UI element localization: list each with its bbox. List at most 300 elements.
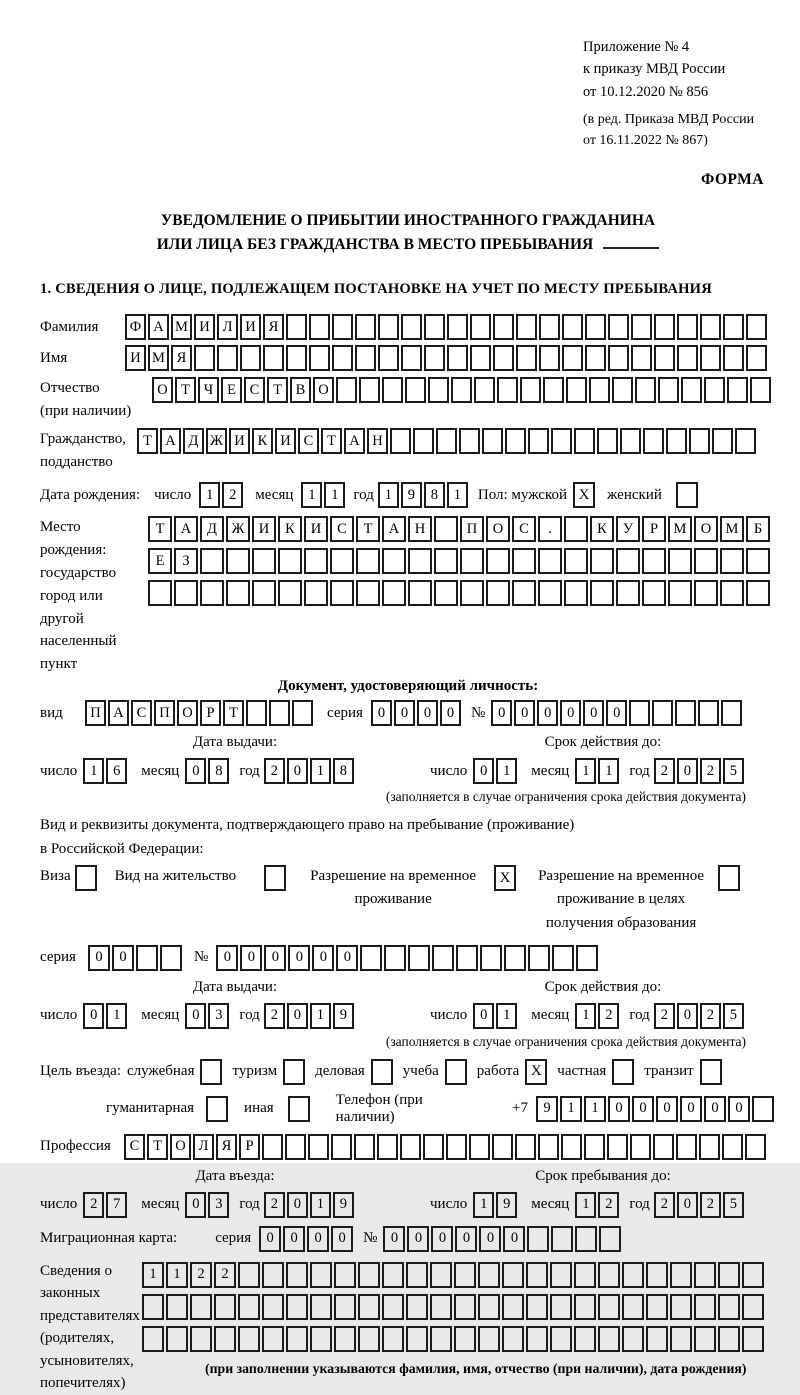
char-cell[interactable] [504,945,526,971]
purpose-official-checkbox[interactable] [200,1059,222,1085]
purpose-tourism-checkbox[interactable] [283,1059,305,1085]
char-cell[interactable] [646,1294,668,1320]
char-cell[interactable] [160,945,182,971]
char-cell[interactable] [566,377,587,403]
char-cell[interactable]: 0 [728,1096,750,1122]
char-cell[interactable] [608,314,629,340]
char-cell[interactable] [194,345,215,371]
char-cell[interactable]: П [154,700,175,726]
char-cell[interactable]: 7 [106,1192,127,1218]
char-cell[interactable] [262,1134,283,1160]
char-cell[interactable] [694,580,718,606]
char-cell[interactable]: 0 [287,1192,308,1218]
temp-residence-permit-checkbox[interactable]: X [494,865,516,891]
char-cell[interactable] [539,345,560,371]
char-cell[interactable] [590,548,614,574]
char-cell[interactable] [238,1262,260,1288]
char-cell[interactable] [214,1326,236,1352]
char-cell[interactable] [382,377,403,403]
char-cell[interactable]: 0 [336,945,358,971]
char-cell[interactable] [516,314,537,340]
char-cell[interactable]: С [298,428,319,454]
char-cell[interactable]: Р [642,516,666,542]
char-cell[interactable] [497,377,518,403]
char-cell[interactable] [704,377,725,403]
residence-permit-checkbox[interactable] [264,865,286,891]
char-cell[interactable] [599,1226,621,1252]
char-cell[interactable] [670,1262,692,1288]
char-cell[interactable] [424,314,445,340]
char-cell[interactable]: 0 [283,1226,305,1252]
char-cell[interactable]: 6 [106,758,127,784]
purpose-transit-checkbox[interactable] [700,1059,722,1085]
char-cell[interactable] [447,314,468,340]
char-cell[interactable] [585,345,606,371]
char-cell[interactable] [401,345,422,371]
char-cell[interactable] [478,1326,500,1352]
char-cell[interactable] [700,345,721,371]
char-cell[interactable] [574,428,595,454]
char-cell[interactable] [564,516,588,542]
char-cell[interactable]: 0 [417,700,438,726]
char-cell[interactable] [746,580,770,606]
char-cell[interactable] [360,945,382,971]
char-cell[interactable] [480,945,502,971]
char-cell[interactable]: 0 [216,945,238,971]
char-cell[interactable] [486,548,510,574]
char-cell[interactable]: Н [367,428,388,454]
char-cell[interactable] [308,1134,329,1160]
char-cell[interactable] [310,1294,332,1320]
char-cell[interactable] [252,580,276,606]
char-cell[interactable] [358,1326,380,1352]
char-cell[interactable] [526,1262,548,1288]
char-cell[interactable]: 8 [333,758,354,784]
char-cell[interactable]: А [382,516,406,542]
char-cell[interactable] [502,1262,524,1288]
char-cell[interactable]: 0 [407,1226,429,1252]
char-cell[interactable] [174,580,198,606]
char-cell[interactable]: Л [217,314,238,340]
char-cell[interactable]: Т [356,516,380,542]
char-cell[interactable] [677,314,698,340]
char-cell[interactable]: С [131,700,152,726]
char-cell[interactable]: 0 [185,758,206,784]
char-cell[interactable]: 0 [656,1096,678,1122]
char-cell[interactable] [590,580,614,606]
char-cell[interactable]: 1 [378,482,399,508]
char-cell[interactable]: О [313,377,334,403]
char-cell[interactable]: Т [148,516,172,542]
visa-checkbox[interactable] [75,865,97,891]
char-cell[interactable] [400,1134,421,1160]
char-cell[interactable]: И [125,345,146,371]
char-cell[interactable] [635,377,656,403]
char-cell[interactable]: 0 [88,945,110,971]
char-cell[interactable] [286,1326,308,1352]
char-cell[interactable]: 0 [331,1226,353,1252]
char-cell[interactable]: . [538,516,562,542]
char-cell[interactable] [720,580,744,606]
char-cell[interactable] [136,945,158,971]
char-cell[interactable]: Ч [198,377,219,403]
char-cell[interactable] [310,1262,332,1288]
char-cell[interactable]: 5 [723,1192,744,1218]
char-cell[interactable] [718,1262,740,1288]
form-number-blank[interactable] [603,233,659,249]
char-cell[interactable] [551,428,572,454]
char-cell[interactable] [550,1294,572,1320]
char-cell[interactable]: 0 [312,945,334,971]
char-cell[interactable]: А [174,516,198,542]
char-cell[interactable] [406,1326,428,1352]
char-cell[interactable] [543,377,564,403]
char-cell[interactable] [515,1134,536,1160]
char-cell[interactable] [478,1262,500,1288]
char-cell[interactable] [142,1294,164,1320]
char-cell[interactable]: 0 [680,1096,702,1122]
char-cell[interactable] [561,1134,582,1160]
char-cell[interactable] [190,1326,212,1352]
char-cell[interactable]: А [108,700,129,726]
char-cell[interactable]: 8 [424,482,445,508]
char-cell[interactable]: 0 [371,700,392,726]
char-cell[interactable]: 0 [259,1226,281,1252]
char-cell[interactable]: 0 [491,700,512,726]
char-cell[interactable]: Е [148,548,172,574]
char-cell[interactable] [482,428,503,454]
char-cell[interactable] [434,548,458,574]
char-cell[interactable] [512,580,536,606]
char-cell[interactable] [470,314,491,340]
char-cell[interactable] [492,1134,513,1160]
char-cell[interactable] [354,1134,375,1160]
char-cell[interactable]: М [668,516,692,542]
char-cell[interactable]: З [174,548,198,574]
char-cell[interactable]: 3 [208,1192,229,1218]
char-cell[interactable]: И [194,314,215,340]
char-cell[interactable]: 2 [214,1262,236,1288]
char-cell[interactable]: 1 [447,482,468,508]
char-cell[interactable] [355,345,376,371]
char-cell[interactable] [689,428,710,454]
char-cell[interactable]: Е [221,377,242,403]
char-cell[interactable] [378,345,399,371]
char-cell[interactable]: 0 [185,1192,206,1218]
char-cell[interactable] [722,1134,743,1160]
char-cell[interactable] [304,548,328,574]
char-cell[interactable]: Р [239,1134,260,1160]
char-cell[interactable] [718,1326,740,1352]
char-cell[interactable] [550,1326,572,1352]
char-cell[interactable]: 2 [83,1192,104,1218]
char-cell[interactable]: И [304,516,328,542]
char-cell[interactable]: С [244,377,265,403]
char-cell[interactable]: 1 [199,482,220,508]
char-cell[interactable] [262,1262,284,1288]
char-cell[interactable] [238,1294,260,1320]
char-cell[interactable]: С [124,1134,145,1160]
char-cell[interactable] [551,1226,573,1252]
char-cell[interactable]: 0 [677,758,698,784]
char-cell[interactable] [382,1262,404,1288]
char-cell[interactable] [720,548,744,574]
char-cell[interactable]: И [252,516,276,542]
char-cell[interactable] [700,314,721,340]
char-cell[interactable] [460,580,484,606]
char-cell[interactable] [574,1326,596,1352]
char-cell[interactable] [735,428,756,454]
char-cell[interactable]: 0 [431,1226,453,1252]
char-cell[interactable] [252,548,276,574]
char-cell[interactable] [654,345,675,371]
char-cell[interactable] [493,314,514,340]
char-cell[interactable] [752,1096,774,1122]
char-cell[interactable]: 2 [190,1262,212,1288]
char-cell[interactable] [469,1134,490,1160]
char-cell[interactable] [432,945,454,971]
char-cell[interactable]: 0 [185,1003,206,1029]
char-cell[interactable] [589,377,610,403]
char-cell[interactable]: 0 [455,1226,477,1252]
char-cell[interactable] [564,580,588,606]
char-cell[interactable] [309,345,330,371]
char-cell[interactable] [269,700,290,726]
char-cell[interactable] [434,516,458,542]
char-cell[interactable] [355,314,376,340]
char-cell[interactable] [712,428,733,454]
char-cell[interactable] [622,1294,644,1320]
char-cell[interactable] [408,580,432,606]
char-cell[interactable] [382,1294,404,1320]
char-cell[interactable]: К [252,428,273,454]
char-cell[interactable]: О [177,700,198,726]
char-cell[interactable]: 2 [700,1003,721,1029]
char-cell[interactable] [474,377,495,403]
char-cell[interactable] [200,548,224,574]
char-cell[interactable] [263,345,284,371]
char-cell[interactable] [575,1226,597,1252]
char-cell[interactable] [148,580,172,606]
char-cell[interactable] [694,1326,716,1352]
char-cell[interactable] [742,1262,764,1288]
char-cell[interactable] [478,1294,500,1320]
char-cell[interactable] [447,345,468,371]
char-cell[interactable] [502,1326,524,1352]
char-cell[interactable]: 0 [473,1003,494,1029]
char-cell[interactable] [493,345,514,371]
char-cell[interactable]: 2 [654,1192,675,1218]
char-cell[interactable] [486,580,510,606]
char-cell[interactable]: 2 [654,758,675,784]
char-cell[interactable] [334,1294,356,1320]
char-cell[interactable]: 2 [264,758,285,784]
char-cell[interactable]: А [148,314,169,340]
char-cell[interactable]: 1 [310,1003,331,1029]
char-cell[interactable] [585,314,606,340]
female-checkbox[interactable] [676,482,698,508]
char-cell[interactable] [620,428,641,454]
char-cell[interactable] [142,1326,164,1352]
char-cell[interactable]: А [344,428,365,454]
char-cell[interactable] [330,548,354,574]
char-cell[interactable] [576,945,598,971]
char-cell[interactable] [430,1294,452,1320]
char-cell[interactable] [746,345,767,371]
char-cell[interactable]: 1 [310,758,331,784]
char-cell[interactable] [574,1262,596,1288]
char-cell[interactable] [309,314,330,340]
char-cell[interactable] [470,345,491,371]
char-cell[interactable]: Д [183,428,204,454]
char-cell[interactable] [382,548,406,574]
char-cell[interactable]: 9 [496,1192,517,1218]
char-cell[interactable]: 1 [496,1003,517,1029]
char-cell[interactable]: 0 [287,758,308,784]
char-cell[interactable] [430,1326,452,1352]
char-cell[interactable]: 3 [208,1003,229,1029]
char-cell[interactable] [384,945,406,971]
char-cell[interactable]: 9 [333,1192,354,1218]
char-cell[interactable] [654,314,675,340]
char-cell[interactable]: 9 [333,1003,354,1029]
char-cell[interactable]: О [486,516,510,542]
char-cell[interactable]: О [694,516,718,542]
char-cell[interactable] [646,1326,668,1352]
char-cell[interactable]: И [275,428,296,454]
char-cell[interactable] [460,548,484,574]
char-cell[interactable]: И [240,314,261,340]
char-cell[interactable] [564,548,588,574]
char-cell[interactable]: 1 [142,1262,164,1288]
char-cell[interactable]: 0 [704,1096,726,1122]
char-cell[interactable] [423,1134,444,1160]
char-cell[interactable]: Т [147,1134,168,1160]
char-cell[interactable] [597,428,618,454]
purpose-work-checkbox[interactable]: X [525,1059,547,1085]
char-cell[interactable] [226,580,250,606]
char-cell[interactable] [262,1326,284,1352]
char-cell[interactable]: Н [408,516,432,542]
char-cell[interactable]: 0 [503,1226,525,1252]
char-cell[interactable] [358,1294,380,1320]
char-cell[interactable] [526,1294,548,1320]
char-cell[interactable] [401,314,422,340]
char-cell[interactable] [200,580,224,606]
char-cell[interactable]: 2 [264,1003,285,1029]
char-cell[interactable]: О [170,1134,191,1160]
char-cell[interactable] [330,580,354,606]
char-cell[interactable] [550,1262,572,1288]
char-cell[interactable] [512,548,536,574]
char-cell[interactable] [262,1294,284,1320]
char-cell[interactable] [631,345,652,371]
char-cell[interactable] [454,1294,476,1320]
char-cell[interactable] [616,548,640,574]
char-cell[interactable]: С [330,516,354,542]
char-cell[interactable]: 1 [584,1096,606,1122]
char-cell[interactable] [214,1294,236,1320]
char-cell[interactable]: 1 [575,1192,596,1218]
char-cell[interactable]: 0 [112,945,134,971]
char-cell[interactable]: Т [321,428,342,454]
char-cell[interactable] [727,377,748,403]
char-cell[interactable] [166,1294,188,1320]
char-cell[interactable] [598,1294,620,1320]
char-cell[interactable] [505,428,526,454]
char-cell[interactable]: М [148,345,169,371]
char-cell[interactable]: М [720,516,744,542]
char-cell[interactable]: 0 [264,945,286,971]
char-cell[interactable] [332,314,353,340]
char-cell[interactable] [446,1134,467,1160]
char-cell[interactable] [652,700,673,726]
char-cell[interactable]: 0 [537,700,558,726]
char-cell[interactable]: 9 [401,482,422,508]
char-cell[interactable] [694,1262,716,1288]
char-cell[interactable]: 0 [632,1096,654,1122]
char-cell[interactable] [408,548,432,574]
char-cell[interactable]: Т [267,377,288,403]
char-cell[interactable] [681,377,702,403]
purpose-other-checkbox[interactable] [288,1096,310,1122]
char-cell[interactable]: Т [175,377,196,403]
char-cell[interactable]: 1 [301,482,322,508]
char-cell[interactable]: С [512,516,536,542]
char-cell[interactable]: 0 [383,1226,405,1252]
char-cell[interactable]: 2 [598,1003,619,1029]
char-cell[interactable] [746,314,767,340]
char-cell[interactable]: 5 [723,1003,744,1029]
char-cell[interactable]: Я [216,1134,237,1160]
char-cell[interactable] [676,1134,697,1160]
char-cell[interactable]: Л [193,1134,214,1160]
char-cell[interactable]: 9 [536,1096,558,1122]
char-cell[interactable] [406,1294,428,1320]
char-cell[interactable]: 1 [324,482,345,508]
char-cell[interactable] [745,1134,766,1160]
char-cell[interactable]: 1 [473,1192,494,1218]
char-cell[interactable]: 0 [473,758,494,784]
char-cell[interactable]: И [229,428,250,454]
char-cell[interactable]: 1 [496,758,517,784]
char-cell[interactable]: Р [200,700,221,726]
char-cell[interactable]: 1 [106,1003,127,1029]
char-cell[interactable] [190,1294,212,1320]
char-cell[interactable]: Д [200,516,224,542]
char-cell[interactable] [658,377,679,403]
char-cell[interactable] [390,428,411,454]
char-cell[interactable]: 0 [583,700,604,726]
char-cell[interactable] [643,428,664,454]
char-cell[interactable] [598,1326,620,1352]
char-cell[interactable] [226,548,250,574]
char-cell[interactable]: 2 [700,758,721,784]
char-cell[interactable]: 0 [560,700,581,726]
char-cell[interactable]: К [590,516,614,542]
char-cell[interactable]: 2 [598,1192,619,1218]
char-cell[interactable] [336,377,357,403]
char-cell[interactable]: 0 [677,1003,698,1029]
char-cell[interactable] [608,345,629,371]
char-cell[interactable] [382,1326,404,1352]
char-cell[interactable]: 0 [608,1096,630,1122]
char-cell[interactable] [286,1262,308,1288]
purpose-private-checkbox[interactable] [612,1059,634,1085]
char-cell[interactable] [454,1262,476,1288]
char-cell[interactable] [430,1262,452,1288]
char-cell[interactable] [668,548,692,574]
